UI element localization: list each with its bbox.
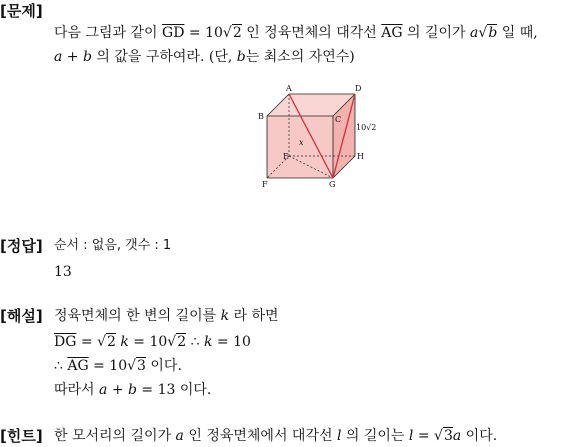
therefore-symbol: ∴ (54, 358, 68, 374)
var-b: b (236, 49, 246, 65)
cube-figure (255, 80, 395, 190)
segment-dg: $\overline{DG}$ (54, 334, 77, 350)
vertex-label-b: B (258, 112, 264, 121)
hint-text: = (413, 428, 435, 444)
explanation-line-2 (54, 333, 251, 351)
segment-ag: $\overline{AG}$ (381, 25, 403, 41)
explanation-line-3 (54, 357, 182, 375)
sqrt-symbol: √ (222, 25, 232, 41)
var-a: a (470, 25, 479, 41)
sqrt-symbol: √ (434, 428, 443, 444)
problem-text: 의 값을 구하여라. (단, (91, 49, 237, 65)
var-l: l (408, 428, 414, 444)
vertex-label-a: A (286, 84, 292, 93)
var-k: k (220, 308, 230, 324)
explanation-text: 이다. (145, 358, 182, 374)
problem-line-1 (54, 24, 538, 42)
answer-line-2: 13 (54, 264, 72, 280)
length-label-x: x (299, 138, 304, 147)
explanation-text: = 10 (88, 358, 128, 374)
explanation-text: ∴ (186, 334, 204, 350)
vertex-label-d: D (355, 84, 362, 93)
var-a: a (452, 428, 462, 444)
problem-text: 일 때, (497, 25, 538, 41)
cube-front-face (267, 116, 333, 178)
sqrt-value: 3 (137, 358, 146, 374)
answer-label: [정답] (0, 237, 43, 255)
problem-text: = 10 (184, 25, 223, 41)
sqrt-symbol: √ (127, 358, 137, 374)
var-k: k (203, 334, 213, 350)
sqrt-value: 3 (443, 428, 453, 444)
expr-a-plus-b: a + b (54, 49, 92, 65)
cube-diagram (255, 80, 395, 190)
sqrt-value: 2 (177, 334, 187, 350)
sqrt-symbol: √ (478, 25, 488, 41)
explanation-text: = 10 (212, 334, 251, 350)
explanation-line-4 (54, 381, 211, 399)
vertex-label-e: E (283, 152, 289, 161)
hint-label: [힌트] (0, 427, 43, 445)
explanation-text: = 13 이다. (136, 382, 212, 398)
problem-text: 인 정육면체의 대각선 (241, 25, 382, 41)
vertex-label-h: H (357, 152, 364, 161)
explanation-text: = 10 (128, 334, 168, 350)
length-label-gd: 10√2 (356, 123, 377, 132)
var-b: b (488, 25, 498, 41)
vertex-label-g: G (329, 180, 336, 189)
explanation-text: 따라서 (54, 382, 100, 398)
explanation-text: 정육면체의 한 변의 길이를 (54, 308, 221, 324)
vertex-label-f: F (262, 180, 268, 189)
problem-text: 는 최소의 자연수) (245, 49, 355, 65)
sqrt-value: 2 (106, 334, 116, 350)
problem-line-2 (54, 48, 355, 66)
var-l: l (336, 428, 342, 444)
problem-text: 의 길이가 (402, 25, 471, 41)
var-a: a (175, 428, 184, 444)
explanation-text: = (76, 334, 98, 350)
sqrt-value: 2 (232, 25, 242, 41)
explanation-line-1 (54, 307, 279, 325)
problem-text: 다음 그림과 같이 (54, 25, 163, 41)
sqrt-symbol: √ (167, 334, 177, 350)
hint-text: 의 길이는 (341, 428, 409, 444)
var-k: k (120, 334, 129, 350)
expr-a-plus-b: a + b (99, 382, 137, 398)
answer-line-1: 순서 : 없음, 갯수 : 1 (54, 238, 172, 253)
hint-text: 인 정육면체에서 대각선 (183, 428, 337, 444)
explanation-text: 라 하면 (229, 308, 279, 324)
hint-text: 한 모서리의 길이가 (54, 428, 176, 444)
explanation-label: [해설] (0, 307, 43, 325)
segment-ag: $\overline{AG}$ (67, 358, 89, 374)
segment-gd: $\overline{GD}$ (162, 25, 185, 41)
sqrt-symbol: √ (97, 334, 106, 350)
hint-line (54, 427, 497, 445)
vertex-label-c: C (335, 115, 342, 124)
hint-text: 이다. (461, 428, 498, 444)
problem-label: [문제] (0, 2, 43, 20)
